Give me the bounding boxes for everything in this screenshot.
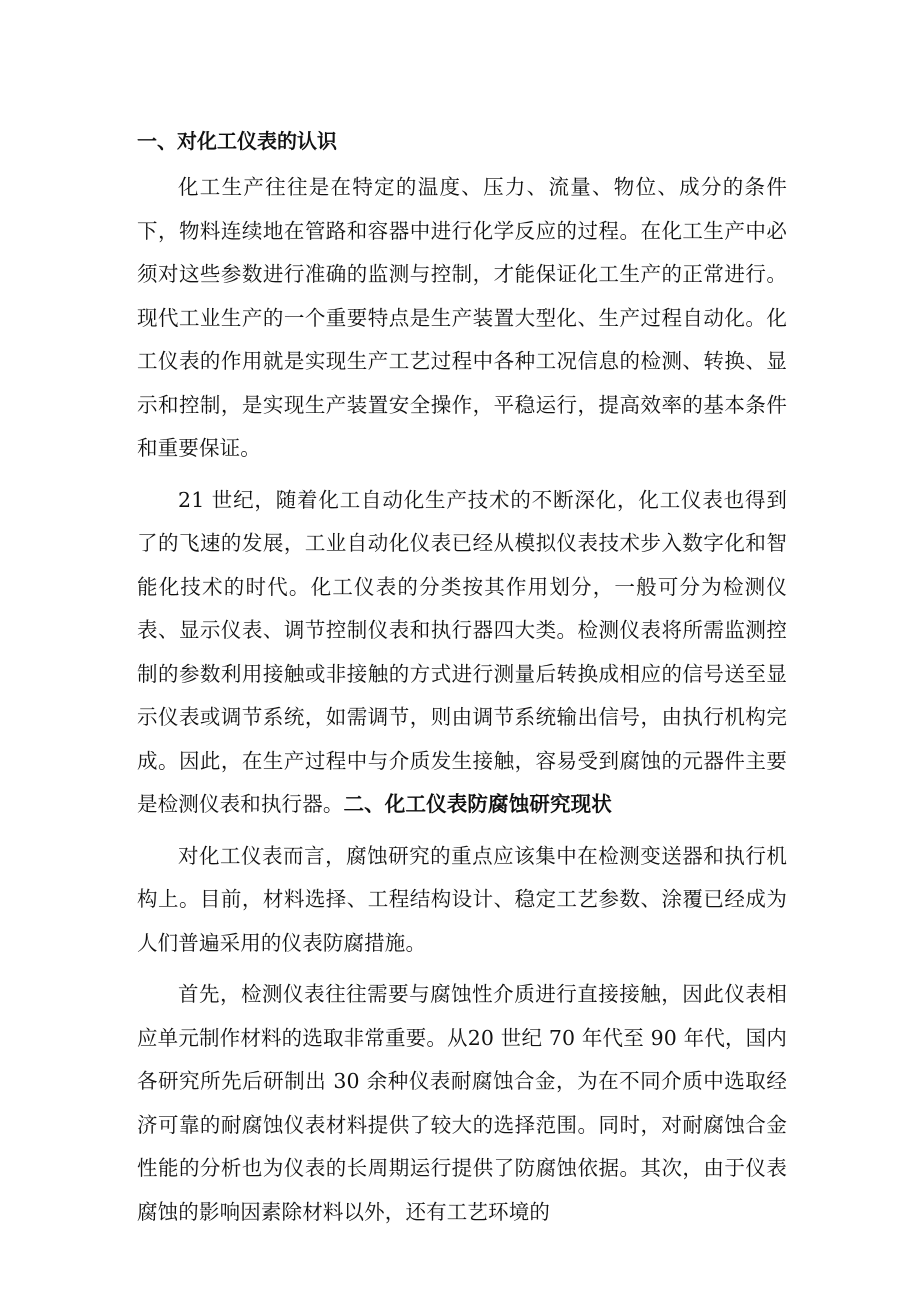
paragraph-2-text: 世纪，随着化工自动化生产技术的不断深化，化工仪表也得到了的飞速的发展，工业自动化仪表已经从模拟仪表技术步入数字化和智能化技术的时代。化工仪表的分类按其作用划分，一般可分为检测仪表、显示仪表、调节控制仪表和执行器四大类。检测仪表将所需监测控制的参数利用接触或非接触的方式进行测量后转换成相应的信号送至显示仪表或调节系统，如需调节，则由调节系统输出信号，由执行机构完成。因此，在生产过程中与介质发生接触，容易受到腐蚀的元器件主要是检测仪表和执行器。 [137,487,787,816]
paragraph-4-text-e: 余种仪表耐腐蚀合金，为在不同介质中选取经济可靠的耐腐蚀仪表材料提供了较大的选择范围。同时，对耐腐蚀合金性能的分析也为仪表的长周期运行提供了防腐蚀依据。其次，由于仪表腐蚀的影响因素除材料以外，还有工艺环境的 [137,1069,787,1224]
section-heading-1: 一、对化工仪表的认识 [137,129,337,153]
paragraph-4-num-2: 70 [548,1025,576,1050]
paragraph-4-text-b: 世纪 [494,1025,549,1050]
section-heading-2: 二、化工仪表防腐蚀研究现状 [343,792,612,816]
paragraph-4-text-d: 年代，国内各研究所先后研制出 [137,1025,787,1093]
document-body [137,118,787,1234]
paragraph-4-num-3: 90 [650,1025,677,1050]
paragraph-2 [137,479,787,827]
paragraph-2-year: 21 [178,487,205,512]
paragraph-4-text-a: 首先，检测仪表往往需要与腐蚀性介质进行直接接触，因此仪表相应单元制作材料的选取非常重要。从 [137,982,787,1050]
paragraph-1: 化工生产往往是在特定的温度、压力、流量、物位、成分的条件下，物料连续地在管路和容器中进行化学反应的过程。在化工生产中必须对这些参数进行准确的监测与控制，才能保证化工生产的正常进行。现代工业生产的一个重要特点是生产装置大型化、生产过程自动化。化工仪表的作用就是实现生产工艺过程中各种工况信息的检测、转换、显示和控制，是实现生产装置安全操作，平稳运行，提高效率的基本条件和重要保证。 [137,175,787,460]
paragraph-3: 对化工仪表而言，腐蚀研究的重点应该集中在检测变送器和执行机构上。目前，材料选择、工程结构设计、稳定工艺参数、涂覆已经成为人们普遍采用的仪表防腐措施。 [137,843,787,955]
paragraph-4-num-1: 20 [467,1025,495,1050]
paragraph-4 [137,973,787,1234]
paragraph-4-text-c: 年代至 [575,1025,651,1050]
paragraph-4-num-4: 30 [333,1069,360,1093]
